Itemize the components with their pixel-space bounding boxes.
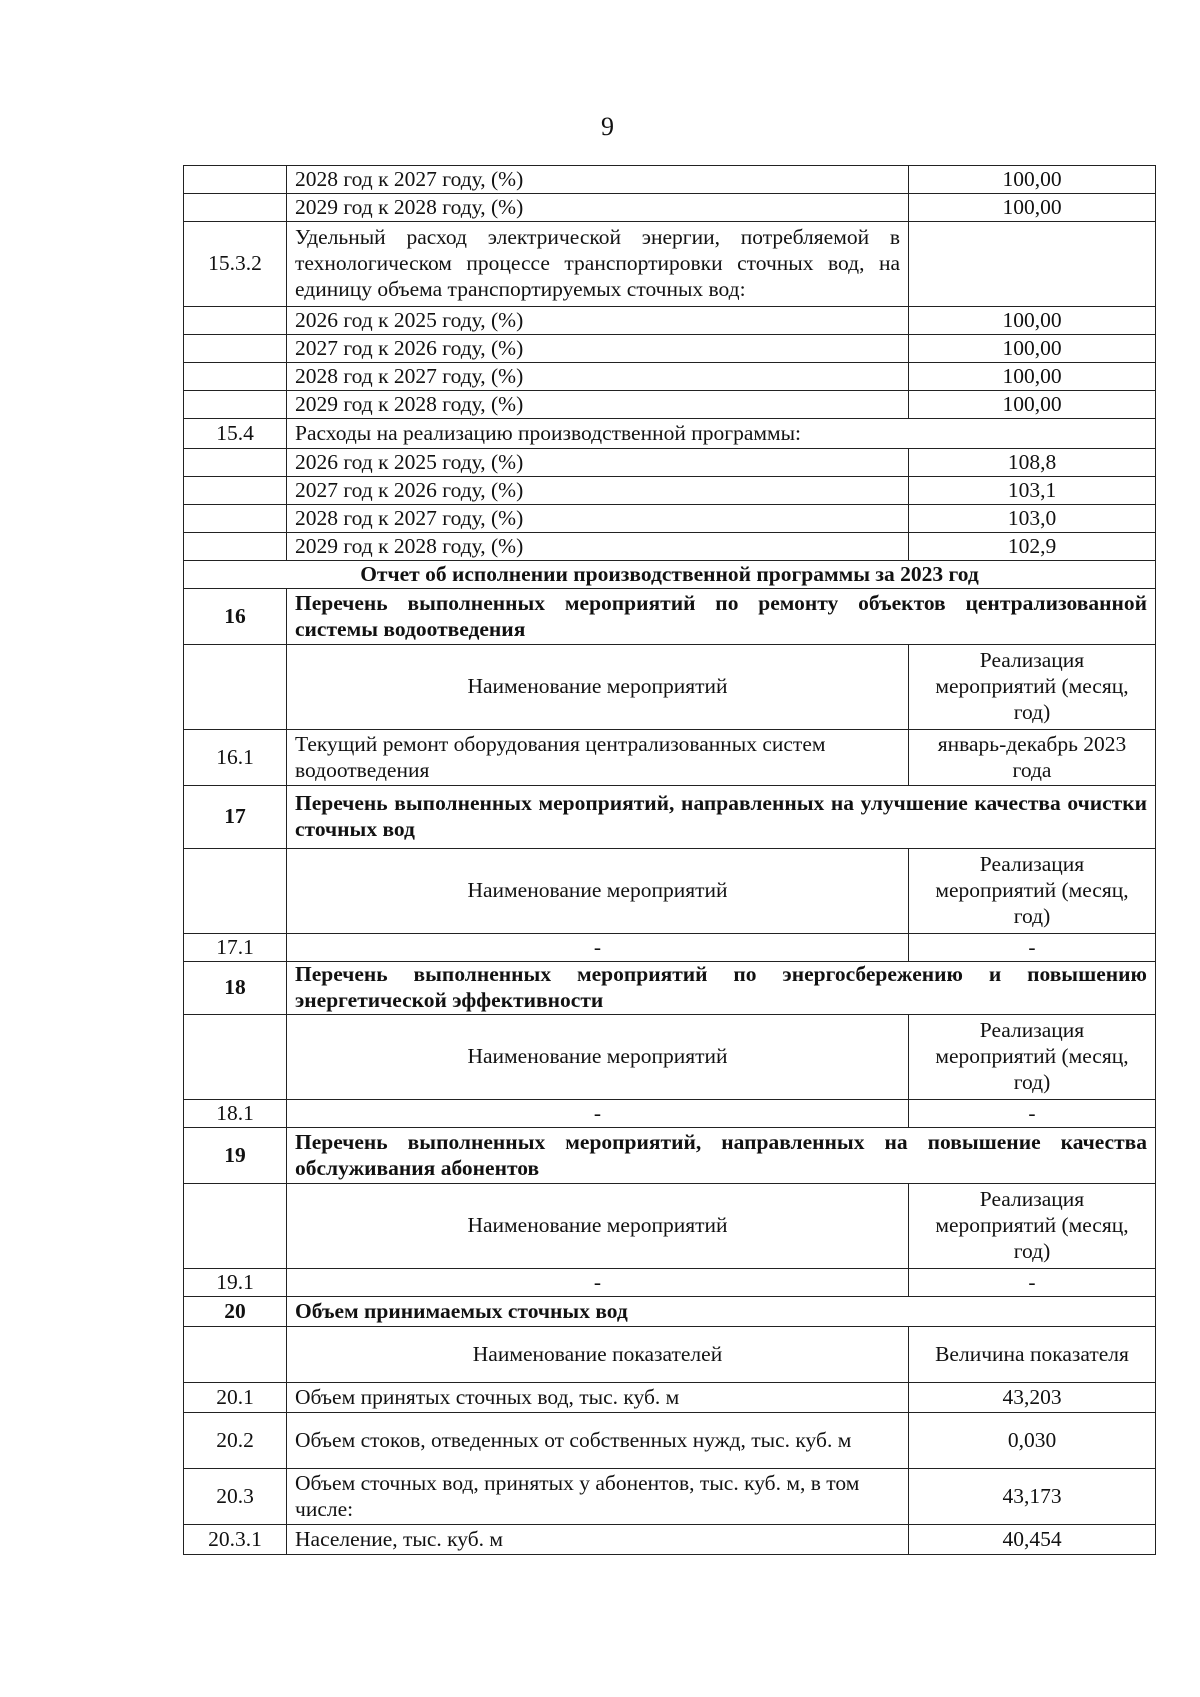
row-number [184,1327,287,1383]
section-title: Перечень выполненных мероприятий, направленных на повышение качества обслуживания абонентов [287,1128,1156,1184]
column-header-name: Наименование мероприятий [287,1184,909,1269]
row-value: 100,00 [909,194,1156,222]
table-row [184,222,1156,307]
row-value: 103,1 [909,477,1156,505]
table-row [184,363,1156,391]
row-name: - [287,934,909,962]
column-header-row [184,849,1156,934]
section-title: Объем принимаемых сточных вод [287,1297,1156,1327]
row-value: 100,00 [909,363,1156,391]
row-name: 2028 год к 2027 году, (%) [287,505,909,533]
row-value: - [909,1269,1156,1297]
table-row [184,1525,1156,1555]
row-value: 102,9 [909,533,1156,561]
row-value: 100,00 [909,307,1156,335]
row-number [184,645,287,730]
row-value: 100,00 [909,391,1156,419]
table-row [184,449,1156,477]
row-value: 0,030 [909,1413,1156,1469]
row-value: 43,173 [909,1469,1156,1525]
section-number: 20 [184,1297,287,1327]
row-number [184,194,287,222]
row-name: 2028 год к 2027 году, (%) [287,363,909,391]
table-row [184,335,1156,363]
column-header-value: Реализация мероприятий (месяц, год) [909,1015,1156,1100]
row-number: 15.3.2 [184,222,287,307]
row-name: 2029 год к 2028 году, (%) [287,533,909,561]
row-number [184,1184,287,1269]
table-row [184,1469,1156,1525]
row-number [184,533,287,561]
page-number: 9 [601,112,614,141]
row-value: 100,00 [909,335,1156,363]
row-number [184,849,287,934]
row-name: Текущий ремонт оборудования централизованных систем водоотведения [287,730,909,786]
row-name: 2027 год к 2026 году, (%) [287,335,909,363]
column-header-value: Реализация мероприятий (месяц, год) [909,645,1156,730]
production-program-table [183,165,1156,1555]
table-row [184,505,1156,533]
section-header-row [184,1128,1156,1184]
section-number: 17 [184,786,287,849]
row-number: 20.3 [184,1469,287,1525]
row-number [184,166,287,194]
row-value: 100,00 [909,166,1156,194]
row-value: - [909,934,1156,962]
row-value: 40,454 [909,1525,1156,1555]
row-name: Удельный расход электрической энергии, потребляемой в технологическом процессе транспортировки сточных вод, на единицу объема транспортируемых сточных вод: [287,222,909,307]
row-name: 2028 год к 2027 году, (%) [287,166,909,194]
column-header-row [184,1184,1156,1269]
row-number: 15.4 [184,419,287,449]
row-number: 16.1 [184,730,287,786]
row-name: Объем стоков, отведенных от собственных нужд, тыс. куб. м [287,1413,909,1469]
column-header-row [184,1015,1156,1100]
row-name: - [287,1269,909,1297]
row-number [184,449,287,477]
table-row [184,934,1156,962]
section-number: 18 [184,962,287,1015]
row-value: 108,8 [909,449,1156,477]
section-title: Перечень выполненных мероприятий, направленных на улучшение качества очистки сточных вод [287,786,1156,849]
column-header-value: Реализация мероприятий (месяц, год) [909,1184,1156,1269]
column-header-name: Наименование мероприятий [287,1015,909,1100]
row-number: 20.3.1 [184,1525,287,1555]
table-row [184,194,1156,222]
row-number: 17.1 [184,934,287,962]
table-row [184,730,1156,786]
section-header-row [184,1297,1156,1327]
row-number [184,505,287,533]
column-header-value: Реализация мероприятий (месяц, год) [909,849,1156,934]
column-header-row [184,1327,1156,1383]
table-row [184,1269,1156,1297]
column-header-value: Величина показателя [909,1327,1156,1383]
row-name: 2029 год к 2028 году, (%) [287,391,909,419]
column-header-name: Наименование мероприятий [287,645,909,730]
row-name: 2026 год к 2025 году, (%) [287,449,909,477]
table-row [184,307,1156,335]
row-name: Население, тыс. куб. м [287,1525,909,1555]
row-number [184,391,287,419]
row-number [184,477,287,505]
row-name: Объем принятых сточных вод, тыс. куб. м [287,1383,909,1413]
table-row [184,1100,1156,1128]
row-name: - [287,1100,909,1128]
row-number [184,363,287,391]
section-title: Перечень выполненных мероприятий по энергосбережению и повышению энергетической эффективности [287,962,1156,1015]
table-row [184,561,1156,589]
section-header-row [184,962,1156,1015]
table-row [184,533,1156,561]
section-header-row [184,786,1156,849]
table-row [184,166,1156,194]
row-number [184,335,287,363]
column-header-name: Наименование показателей [287,1327,909,1383]
row-name: Объем сточных вод, принятых у абонентов, тыс. куб. м, в том числе: [287,1469,909,1525]
column-header-row [184,645,1156,730]
row-name: 2029 год к 2028 году, (%) [287,194,909,222]
row-value: 103,0 [909,505,1156,533]
row-value [909,222,1156,307]
table-row [184,477,1156,505]
row-value: - [909,1100,1156,1128]
row-value: январь-декабрь 2023 года [909,730,1156,786]
section-number: 19 [184,1128,287,1184]
section-number: 16 [184,589,287,645]
row-name: Расходы на реализацию производственной программы: [287,419,1156,449]
section-title: Перечень выполненных мероприятий по ремонту объектов централизованной системы водоотведения [287,589,1156,645]
row-name: 2027 год к 2026 году, (%) [287,477,909,505]
column-header-name: Наименование мероприятий [287,849,909,934]
section-header-row [184,589,1156,645]
row-value: 43,203 [909,1383,1156,1413]
row-number: 19.1 [184,1269,287,1297]
table-row [184,1383,1156,1413]
table-row [184,391,1156,419]
row-number: 18.1 [184,1100,287,1128]
table-row [184,419,1156,449]
report-title: Отчет об исполнении производственной программы за 2023 год [184,561,1156,589]
row-name: 2026 год к 2025 году, (%) [287,307,909,335]
row-number [184,307,287,335]
row-number [184,1015,287,1100]
row-number: 20.1 [184,1383,287,1413]
table-row [184,1413,1156,1469]
row-number: 20.2 [184,1413,287,1469]
